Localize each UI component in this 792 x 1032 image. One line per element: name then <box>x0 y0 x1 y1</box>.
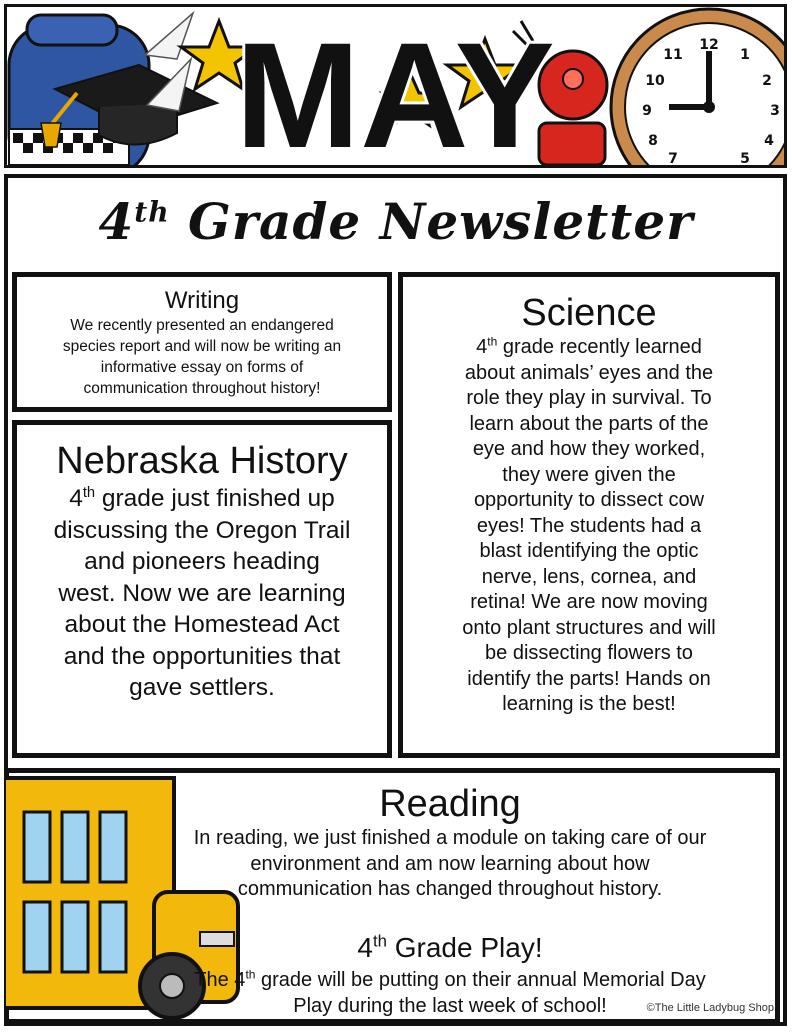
credit-text: ©The Little Ladybug Shop <box>646 1002 774 1014</box>
science-first-text: grade recently learned <box>497 336 702 358</box>
science-number: 4 <box>476 336 488 358</box>
science-ordinal: th <box>487 334 498 349</box>
reading-line: communication has changed throughout history. <box>237 878 663 900</box>
science-line: learning is the best! <box>502 693 676 715</box>
play-heading <box>120 928 780 968</box>
clock-number: 9 <box>642 103 652 119</box>
play-heading-number: 4 <box>357 932 373 963</box>
reading-heading: Reading <box>379 783 521 825</box>
science-line: eye and how they worked, <box>472 438 706 460</box>
writing-line: informative essay on forms of <box>100 359 304 376</box>
science-line: nerve, lens, cornea, and <box>481 565 697 588</box>
clock-number: 12 <box>699 37 719 53</box>
play-line-ordinal: th <box>245 967 256 982</box>
science-line: role they play in survival. To <box>466 387 712 409</box>
clock-number: 4 <box>764 133 774 149</box>
clock-icon <box>611 9 784 165</box>
science-line: learn about the parts of the <box>469 412 709 435</box>
writing-line: communication throughout history! <box>83 380 321 397</box>
history-line: and the opportunities that <box>63 642 341 670</box>
science-line: about animals’ eyes and the <box>464 361 714 384</box>
science-line: they were given the <box>502 463 676 486</box>
history-line: and pioneers heading <box>84 548 320 575</box>
science-line: blast identifying the optic <box>479 540 699 562</box>
clock-number: 11 <box>663 47 683 63</box>
banner-art <box>7 7 784 165</box>
history-ordinal: th <box>82 484 96 501</box>
science-heading: Science <box>521 292 657 334</box>
writing-heading: Writing <box>164 287 240 314</box>
reading-line: In reading, we just finished a module on taking care of our <box>193 827 707 849</box>
newsletter-title <box>0 192 792 251</box>
history-first-text: grade just finished up <box>95 485 335 512</box>
clock-number: 3 <box>770 103 780 119</box>
play-line-start: The 4 <box>194 969 246 991</box>
writing-line: species report and will now be writing an <box>62 338 342 355</box>
history-number: 4 <box>69 485 83 512</box>
clock-number: 2 <box>762 73 772 89</box>
title-ordinal: th <box>134 195 170 229</box>
science-line: identify the parts! Hands on <box>467 667 711 690</box>
science-line: opportunity to dissect cow <box>473 489 705 511</box>
writing-line: We recently presented an endangered <box>70 317 334 334</box>
science-line <box>403 335 775 361</box>
may-banner <box>4 4 787 168</box>
play-line: Play during the last week of school! <box>293 994 607 1017</box>
history-heading: Nebraska History <box>56 440 348 482</box>
play-heading-ordinal: th <box>372 931 387 951</box>
reading-line: environment and am now learning about how <box>250 852 650 875</box>
title-number: 4 <box>98 192 135 251</box>
nebraska-history-section <box>12 420 392 758</box>
history-line: discussing the Oregon Trail <box>53 516 351 544</box>
reading-content <box>120 782 780 903</box>
clock-number: 5 <box>740 151 750 165</box>
history-line: about the Homestead Act <box>64 611 340 638</box>
play-heading-text: Grade Play! <box>386 932 543 963</box>
title-text: Grade Newsletter <box>169 192 694 251</box>
science-line: be dissecting flowers to <box>485 642 693 664</box>
writing-section <box>12 272 392 412</box>
science-line: onto plant structures and will <box>462 616 716 639</box>
play-line-rest: grade will be putting on their annual Memorial Day <box>255 969 706 991</box>
clock-number: 7 <box>668 151 678 165</box>
play-line <box>120 968 780 994</box>
science-line: eyes! The students had a <box>476 514 702 537</box>
clock-number: 8 <box>648 133 658 149</box>
clock-number: 10 <box>645 73 665 89</box>
clock-number: 1 <box>740 47 750 63</box>
science-section <box>398 272 780 758</box>
history-line: gave settlers. <box>129 674 275 701</box>
science-line: retina! We are now moving <box>470 591 708 613</box>
history-line: west. Now we are learning <box>58 579 346 607</box>
history-line <box>17 483 387 515</box>
may-title: MAY <box>235 11 555 165</box>
